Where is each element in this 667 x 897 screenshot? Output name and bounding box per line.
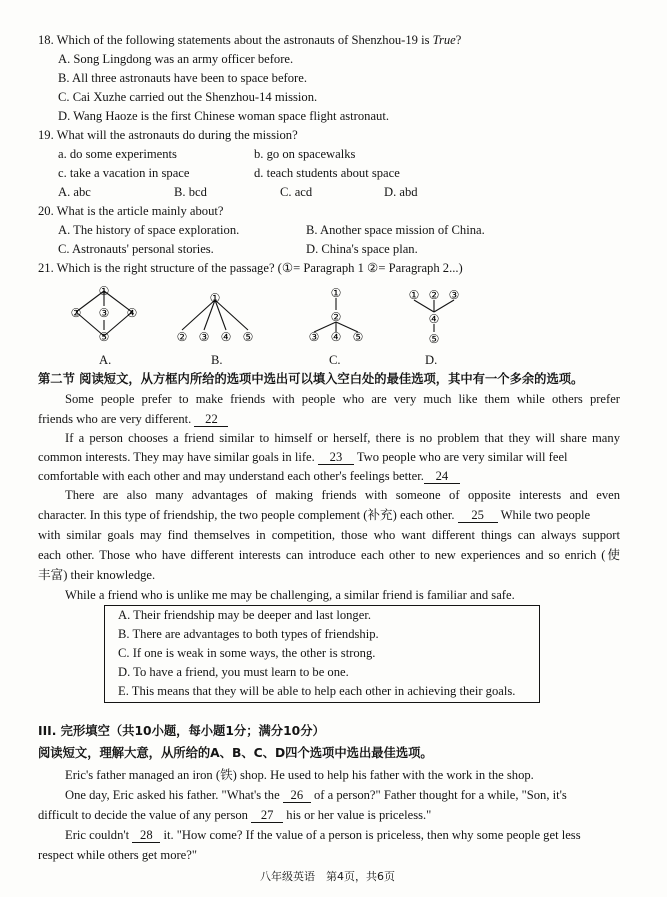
structure-diagram-c xyxy=(296,278,380,350)
page-footer: 八年级英语 第4页，共6页 xyxy=(260,870,395,883)
q20-stem: 20. What is the article mainly about? xyxy=(38,204,224,218)
diagram-d-node-1: ① xyxy=(408,288,420,302)
diagram-b-node-5: ⑤ xyxy=(242,330,254,344)
diagram-c-node-2: ② xyxy=(330,310,342,324)
structure-diagram-d xyxy=(398,278,478,350)
diagram-c-node-4: ④ xyxy=(330,330,342,344)
diagram-a-node-5: ⑤ xyxy=(98,330,110,344)
passage3-line5: 丰富) their knowledge. xyxy=(38,568,156,582)
box-option-b: B. There are advantages to both types of friendship. xyxy=(118,627,379,641)
q21-stem: 21. Which is the right structure of the passage? (①= Paragraph 1 ②= Paragraph 2...) xyxy=(38,261,463,275)
cloze-line5: respect while others get more?" xyxy=(38,848,198,862)
structure-label-a: A. xyxy=(99,353,112,367)
q19-option-a: A. abc xyxy=(58,185,91,199)
q18-option-b: B. All three astronauts have been to space before. xyxy=(58,71,307,85)
diagram-a-node-4: ④ xyxy=(126,306,138,320)
diagram-a-node-1: ① xyxy=(98,284,110,298)
cloze-line4: Eric couldn't 28 it. "How come? If the value of a person is priceless, then why some people get less xyxy=(65,828,581,842)
q20-option-d: D. China's space plan. xyxy=(306,242,418,256)
q18-stem: 18. Which of the following statements about the astronauts of Shenzhou-19 is True? xyxy=(38,33,462,47)
blank-27[interactable]: 27 xyxy=(251,808,283,823)
diagram-b-node-1: ① xyxy=(209,291,221,305)
diagram-d-node-4: ④ xyxy=(428,312,440,326)
q20-option-c: C. Astronauts' personal stories. xyxy=(58,242,214,256)
structure-label-b: B. xyxy=(211,353,223,367)
blank-22[interactable]: 22 xyxy=(194,412,228,427)
section2-heading: 第二节 阅读短文，从方框内所给的选项中选出可以填入空白处的最佳选项，其中有一个多余的选项。 xyxy=(38,372,584,386)
passage3-line1: There are also many advantages of making friends with someone of opposite interests and even xyxy=(65,488,620,502)
q19-item-a: a. do some experiments xyxy=(58,147,177,161)
structure-diagram-a xyxy=(62,278,146,350)
diagram-d-node-3: ③ xyxy=(448,288,460,302)
passage3-line3: with similar goals may find themselves in competition, those who want different things can always support xyxy=(38,528,620,542)
passage2-line2: common interests. They may have similar goals in life. 23 Two people who are very similar will feel xyxy=(38,450,568,464)
diagram-a-node-3: ③ xyxy=(98,306,110,320)
q18-option-d: D. Wang Haoze is the first Chinese woman space flight astronaut. xyxy=(58,109,390,123)
blank-25[interactable]: 25 xyxy=(458,508,498,523)
structure-label-d: D. xyxy=(425,353,438,367)
diagram-b-node-4: ④ xyxy=(220,330,232,344)
cloze-line3: difficult to decide the value of any person 27 his or her value is priceless." xyxy=(38,808,432,822)
q19-item-b: b. go on spacewalks xyxy=(254,147,356,161)
passage1-line2: friends who are very different. 22 xyxy=(38,411,228,427)
structure-label-c: C. xyxy=(329,353,341,367)
box-option-a: A. Their friendship may be deeper and last longer. xyxy=(118,608,371,622)
diagram-b-node-3: ③ xyxy=(198,330,210,344)
section3-instruction: 阅读短文，理解大意，从所给的A、B、C、D四个选项中选出最佳选项。 xyxy=(38,746,433,760)
diagram-b-node-2: ② xyxy=(176,330,188,344)
q20-option-b: B. Another space mission of China. xyxy=(306,223,485,237)
q19-item-c: c. take a vacation in space xyxy=(58,166,190,180)
q19-option-b: B. bcd xyxy=(174,185,207,199)
diagram-c-node-5: ⑤ xyxy=(352,330,364,344)
diagram-d-node-2: ② xyxy=(428,288,440,302)
structure-diagram-b xyxy=(170,278,260,350)
q19-stem: 19. What will the astronauts do during the mission? xyxy=(38,128,298,142)
passage4-line1: While a friend who is unlike me may be challenging, a similar friend is familiar and safe. xyxy=(65,588,515,602)
cloze-line1: Eric's father managed an iron (铁) shop. He used to help his father with the work in the shop. xyxy=(65,768,534,782)
box-option-c: C. If one is weak in some ways, the other is strong. xyxy=(118,646,376,660)
q18-option-a: A. Song Lingdong was an army officer before. xyxy=(58,52,294,66)
passage1-line1: Some people prefer to make friends with people who are very much like them while others prefer xyxy=(65,392,620,406)
passage2-line1: If a person chooses a friend similar to himself or herself, there is no problem that they will share many xyxy=(65,431,620,445)
q19-option-d: D. abd xyxy=(384,185,418,199)
blank-26[interactable]: 26 xyxy=(283,788,311,803)
q20-option-a: A. The history of space exploration. xyxy=(58,223,240,237)
blank-28[interactable]: 28 xyxy=(132,828,160,843)
q18-option-c: C. Cai Xuzhe carried out the Shenzhou-14 mission. xyxy=(58,90,318,104)
passage3-line4: each other. Those who have different interests can introduce each other to new experiences and so enrich (使 xyxy=(38,548,620,562)
passage2-line3: comfortable with each other and may understand each other's feelings better. 24 xyxy=(38,468,460,484)
passage3-line2: character. In this type of friendship, the two people complement (补充) each other. 25 While two people xyxy=(38,508,591,522)
diagram-c-node-1: ① xyxy=(330,286,342,300)
box-option-d: D. To have a friend, you must learn to be one. xyxy=(118,665,349,679)
box-option-e: E. This means that they will be able to help each other in achieving their goals. xyxy=(118,684,516,698)
section3-heading: III. 完形填空（共10小题，每小题1分；满分10分） xyxy=(38,724,325,738)
diagram-a-node-2: ② xyxy=(70,306,82,320)
q19-item-d: d. teach students about space xyxy=(254,166,400,180)
blank-23[interactable]: 23 xyxy=(318,450,354,465)
q19-option-c: C. acd xyxy=(280,185,313,199)
diagram-d-node-5: ⑤ xyxy=(428,332,440,346)
blank-24[interactable]: 24 xyxy=(424,469,460,484)
diagram-c-node-3: ③ xyxy=(308,330,320,344)
cloze-line2: One day, Eric asked his father. "What's the 26 of a person?" Father thought for a while, "Son, it's xyxy=(65,788,567,802)
